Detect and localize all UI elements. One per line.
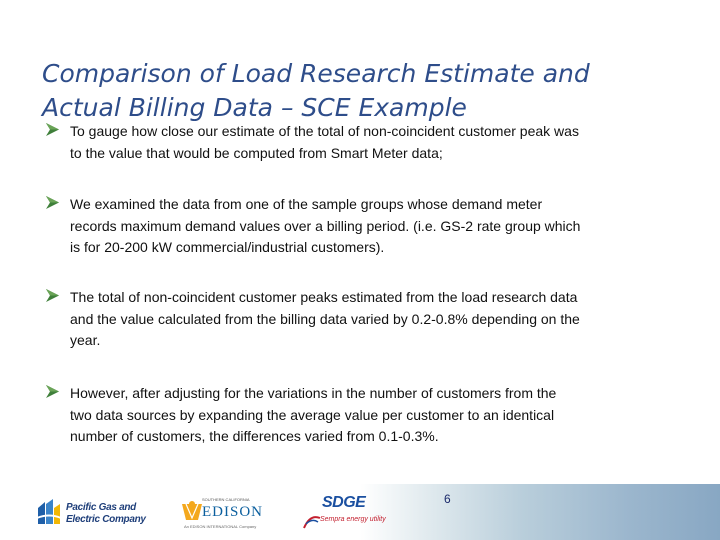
sce-logo <box>180 496 262 530</box>
bullet-line: is for 20-200 kW commercial/industrial customers). <box>70 239 385 255</box>
bullet-line: To gauge how close our estimate of the total of non-coincident customer peak was <box>70 123 579 139</box>
arrowhead-bullet-icon <box>46 196 59 209</box>
sce-logo-tagline: An EDISON INTERNATIONAL Company <box>184 524 257 529</box>
sce-logo-icon <box>180 498 204 524</box>
arrowhead-bullet-icon <box>46 123 59 136</box>
bullet-line: and the value calculated from the billing data varied by 0.2-0.8% depending on the <box>70 310 580 327</box>
sdge-logo <box>298 494 384 534</box>
pge-logo <box>36 494 146 530</box>
page-number: 6 <box>444 492 451 506</box>
bullet-text <box>70 121 688 164</box>
bullet-line: The total of non-coincident customer peaks estimated from the load research data <box>70 289 578 305</box>
sempra-logo-text: Sempra energy utility <box>320 516 386 523</box>
sce-logo-small-text: SOUTHERN CALIFORNIA <box>202 497 250 502</box>
bullet-line: two data sources by expanding the average value per customer to an identical <box>70 406 555 423</box>
bullet-line: to the value that would be computed from Smart Meter data; <box>70 144 443 161</box>
sdge-logo-name: SDGE <box>322 494 366 511</box>
bullet-line: number of customers, the differences varied from 0.1-0.3%. <box>70 428 439 444</box>
sce-logo-name: EDISON <box>202 504 263 520</box>
pge-logo-line1: Pacific Gas and <box>66 502 136 513</box>
bullet-line: records maximum demand values over a billing period. (i.e. GS-2 rate group which <box>70 217 581 234</box>
title-line: Actual Billing Data – SCE Example <box>42 92 467 122</box>
arrowhead-bullet-icon <box>46 385 59 398</box>
sempra-logo-icon <box>302 514 322 530</box>
footer-gradient-bar <box>360 484 720 540</box>
bullet-text <box>70 383 688 448</box>
pge-logo-line2: Electric Company <box>66 514 146 525</box>
title-line: Comparison of Load Research Estimate and <box>42 58 590 88</box>
pge-logo-icon <box>36 498 62 526</box>
bullet-line: year. <box>70 332 101 348</box>
bullet-line: However, after adjusting for the variations in the number of customers from the <box>70 385 557 401</box>
bullet-text <box>70 194 688 259</box>
bullet-text <box>70 287 688 352</box>
arrowhead-bullet-icon <box>46 289 59 302</box>
bullet-line: We examined the data from one of the sample groups whose demand meter <box>70 196 543 212</box>
slide-title <box>42 57 682 125</box>
